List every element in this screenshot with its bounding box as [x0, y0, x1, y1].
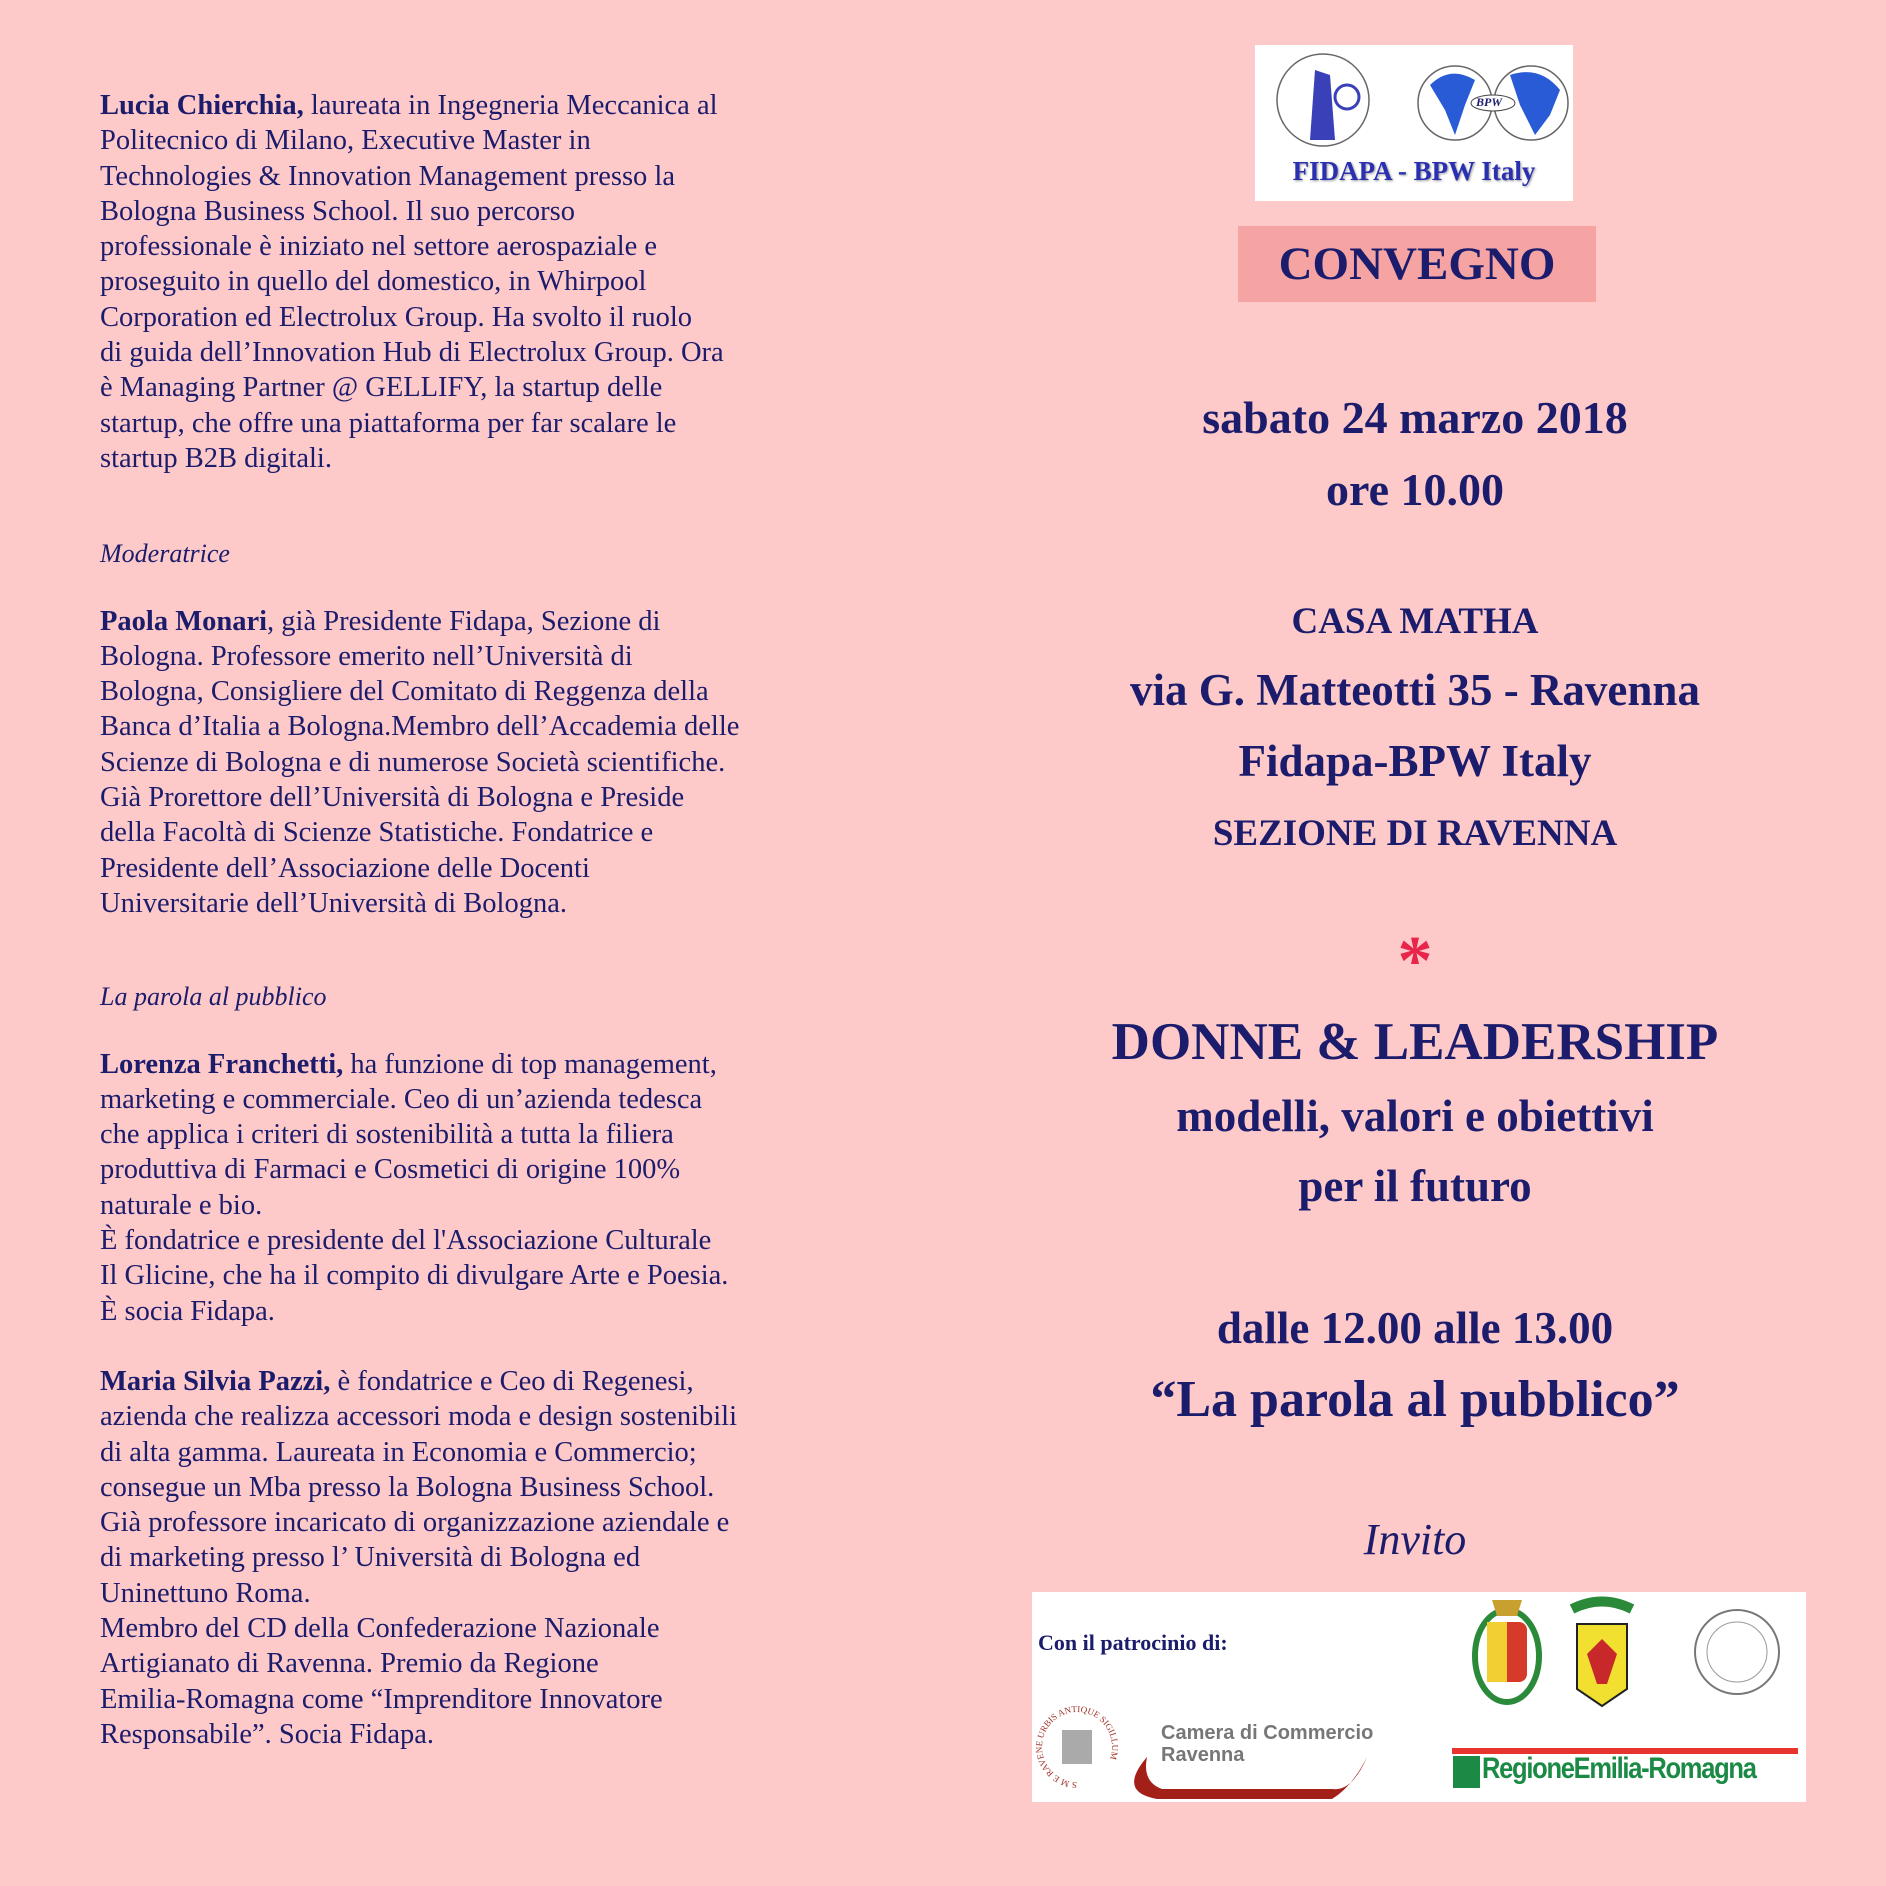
- regione-flag-icon: [1453, 1756, 1480, 1788]
- camera-swoosh-icon: [1117, 1752, 1377, 1802]
- speaker-bios: [100, 88, 860, 1752]
- bio-line: startup, che offre una piattaforma per far scalare le: [100, 407, 677, 439]
- bio-line: Scienze di Bologna e di numerose Società scientifiche.: [100, 746, 726, 778]
- bio-line: Technologies & Innovation Management presso la: [100, 160, 675, 192]
- bio-line: che applica i criteri di sostenibilità a tutta la filiera: [100, 1119, 674, 1151]
- seal-text: S M E RAVENE URBIS ANTIQUE SIGILLUM: [1033, 1703, 1121, 1791]
- bio-line: proseguito in quello del domestico, in Whirpool: [100, 266, 647, 298]
- bio-line: è Managing Partner @ GELLIFY, la startup delle: [100, 372, 663, 404]
- time: ore 10.00: [1325, 464, 1504, 515]
- bio-line: Già professore incaricato di organizzazione aziendale e: [100, 1507, 730, 1539]
- asterisk-icon: *: [1397, 923, 1433, 1000]
- speaker-name: Lucia Chierchia,: [100, 90, 304, 121]
- ravenna-coat-of-arms-icon: [1475, 1600, 1539, 1702]
- province-coat-of-arms-icon: [1572, 1602, 1632, 1707]
- bio-line: di guida dell’Innovation Hub di Electrolux Group. Ora: [100, 337, 724, 369]
- coats-of-arms: [1462, 1594, 1806, 1712]
- session-time: dalle 12.00 alle 13.00: [1216, 1303, 1614, 1353]
- bio-line: della Facoltà di Scienze Statistiche. Fondatrice e: [100, 817, 654, 849]
- event-date: [1040, 382, 1790, 526]
- bio-text: è fondatrice e Ceo di Regenesi,: [330, 1365, 694, 1397]
- bio-line: [100, 88, 860, 123]
- bio-line: Il Glicine, che ha il compito di divulgare Arte e Poesia.: [100, 1260, 729, 1292]
- logo-text: FIDAPA - BPW Italy: [1292, 156, 1536, 186]
- bio-line: marketing e commerciale. Ceo di un’azienda tedesca: [100, 1083, 703, 1115]
- bio-line: di alta gamma. Laureata in Economia e Commercio;: [100, 1436, 697, 1468]
- section: SEZIONE DI RAVENNA: [1212, 813, 1618, 854]
- bio-paola-monari: [100, 604, 860, 922]
- regione-emilia-romagna-logo: RegioneEmilia-Romagna: [1482, 1752, 1756, 1785]
- ravenna-seal-icon: [1032, 1702, 1122, 1792]
- bio-line: Artigianato di Ravenna. Premio da Regione: [100, 1648, 599, 1680]
- bio-line: Corporation ed Electrolux Group. Ha svolto il ruolo: [100, 301, 693, 333]
- camera-line1: Camera di Commercio: [1161, 1722, 1374, 1744]
- bio-line: Bologna, Consigliere del Comitato di Reggenza della: [100, 676, 709, 708]
- address: via G. Matteotti 35 - Ravenna: [1130, 665, 1700, 715]
- bio-line: Politecnico di Milano, Executive Master in: [100, 125, 591, 157]
- speaker-name: Maria Silvia Pazzi,: [100, 1365, 331, 1397]
- bio-line: Responsabile”. Socia Fidapa.: [100, 1718, 435, 1750]
- schola-piscatorum-seal-icon: [1695, 1610, 1779, 1694]
- bio-line: Universitarie dell’Università di Bologna.: [100, 887, 567, 919]
- event-title: DONNE & LEADERSHIP: [1111, 1013, 1719, 1071]
- bio-line: [100, 604, 860, 639]
- patronage-box: [1032, 1592, 1806, 1802]
- pubblico-label: La parola al pubblico: [100, 982, 327, 1012]
- bio-line: [100, 1364, 860, 1399]
- bio-line: startup B2B digitali.: [100, 442, 332, 474]
- bio-line: naturale e bio.: [100, 1189, 263, 1221]
- bio-line: Membro del CD della Confederazione Nazionale: [100, 1612, 660, 1644]
- bio-line: consegue un Mba presso la Bologna Business School.: [100, 1471, 715, 1503]
- speaker-name: Paola Monari: [100, 605, 268, 637]
- bio-text: ha funzione di top management,: [343, 1048, 717, 1080]
- session-title: “La parola al pubblico”: [1150, 1371, 1680, 1428]
- patronage-label: Con il patrocinio di:: [1038, 1630, 1228, 1655]
- bio-line: Bologna Business School. Il suo percorso: [100, 195, 575, 227]
- moderatrice-label: Moderatrice: [100, 539, 230, 569]
- bio-line: Emilia-Romagna come “Imprenditore Innovatore: [100, 1683, 663, 1715]
- bio-line: [100, 1047, 860, 1082]
- bio-line: Presidente dell’Associazione delle Docenti: [100, 852, 590, 884]
- bio-line: azienda che realizza accessori moda e design sostenibili: [100, 1401, 738, 1433]
- logo-bpw: BPW: [1476, 95, 1503, 109]
- event-subtitle-1: modelli, valori e obiettivi: [1176, 1091, 1654, 1141]
- bio-line: di marketing presso l’ Università di Bologna ed: [100, 1542, 641, 1574]
- event-subtitle-2: per il futuro: [1298, 1161, 1532, 1211]
- bio-text: laureata in Ingegneria Meccanica al: [303, 90, 718, 121]
- bio-line: È fondatrice e presidente del l'Associazione Culturale: [100, 1225, 712, 1257]
- organization: Fidapa-BPW Italy: [1238, 736, 1592, 786]
- bio-line: produttiva di Farmaci e Cosmetici di origine 100%: [100, 1154, 681, 1186]
- venue: CASA MATHA: [1291, 601, 1539, 642]
- date: sabato 24 marzo 2018: [1202, 392, 1628, 443]
- bio-lucia-chierchia: [100, 88, 860, 476]
- convegno-banner: CONVEGNO: [1238, 226, 1596, 302]
- invito: Invito: [1363, 1515, 1467, 1564]
- bio-line: professionale è iniziato nel settore aerospaziale e: [100, 231, 658, 263]
- bio-line: È socia Fidapa.: [100, 1295, 275, 1327]
- bio-line: Già Prorettore dell’Università di Bologna e Preside: [100, 782, 685, 814]
- bio-lorenza-franchetti: [100, 1047, 860, 1329]
- bio-maria-silvia-pazzi: [100, 1364, 860, 1752]
- bio-text: , già Presidente Fidapa, Sezione di: [267, 605, 661, 637]
- bio-line: Banca d’Italia a Bologna.Membro dell’Accademia delle: [100, 711, 740, 743]
- speaker-name: Lorenza Franchetti,: [100, 1048, 344, 1080]
- bio-line: Uninettuno Roma.: [100, 1577, 311, 1609]
- camera-line2: Ravenna: [1161, 1744, 1245, 1766]
- fidapa-bpw-logo: [1255, 45, 1573, 201]
- bio-line: Bologna. Professore emerito nell’Università di: [100, 640, 633, 672]
